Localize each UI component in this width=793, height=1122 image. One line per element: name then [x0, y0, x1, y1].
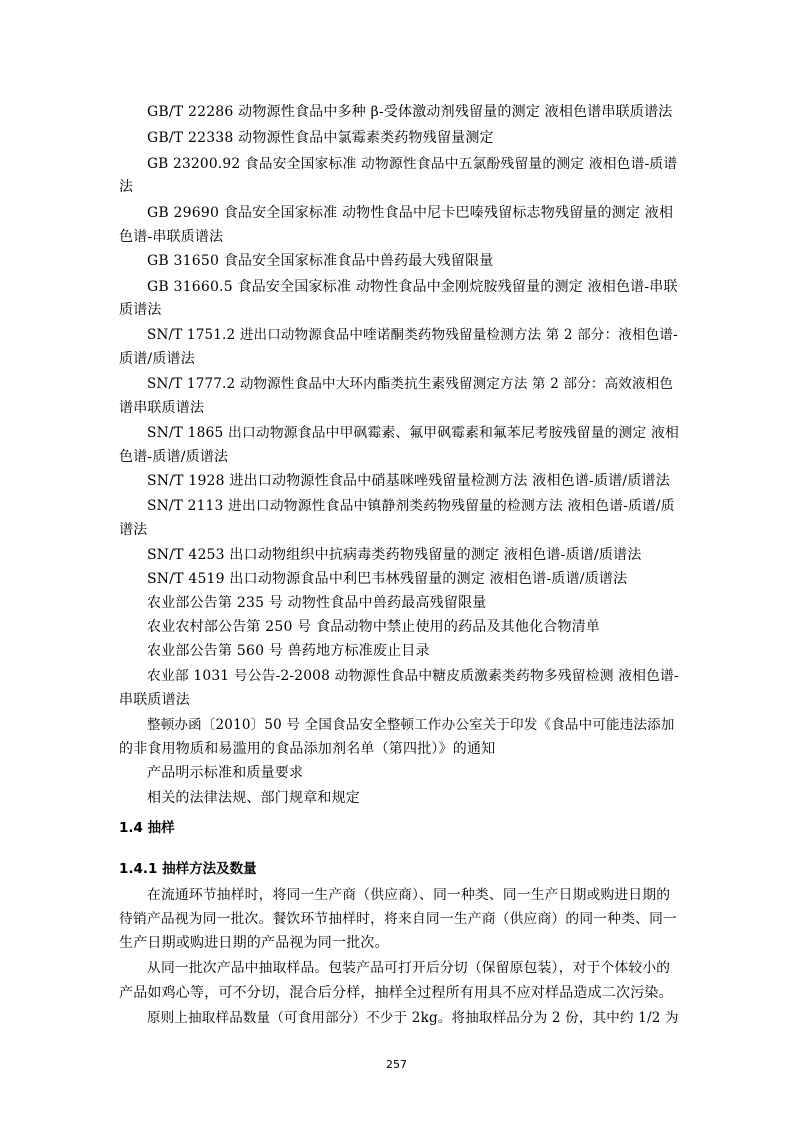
standard-line: 的非食用物质和易滥用的食品添加剂名单（第四批）》的通知	[119, 741, 496, 757]
paragraph-line: 从同一批次产品中抽取样品。包装产品可打开后分切（保留原包装），对于个体较小的	[147, 960, 671, 976]
standard-line: SN/T 2113 进出口动物源性食品中镇静剂类药物残留量的检测方法 液相色谱-质谱/质	[147, 498, 675, 514]
standard-line: GB 31660.5 食品安全国家标准 动物性食品中金刚烷胺残留量的测定 液相色谱-串联	[147, 279, 678, 295]
standard-line: SN/T 1751.2 进出口动物源食品中喹诺酮类药物残留量检测方法 第 2 部分：液相色谱-	[147, 327, 678, 343]
standard-line: 产品明示标准和质量要求	[147, 765, 304, 781]
standard-line: SN/T 1865 出口动物源食品中甲砜霉素、氟甲砜霉素和氟苯尼考胺残留量的测定 液相	[147, 425, 679, 441]
standard-line: GB 23200.92 食品安全国家标准 动物源性食品中五氯酚残留量的测定 液相色谱-质谱	[147, 156, 678, 172]
subsection-heading: 1.4.1 抽样方法及数量	[119, 861, 257, 877]
section-heading: 1.4 抽样	[119, 820, 175, 836]
standard-line: GB 29690 食品安全国家标准 动物性食品中尼卡巴嗪残留标志物残留量的测定 液相	[147, 205, 674, 221]
paragraph-line: 产品如鸡心等，可不分切，混合后分样，抽样全过程所有用具不应对样品造成二次污染。	[119, 985, 673, 1001]
standard-line: SN/T 1777.2 动物源性食品中大环内酯类抗生素残留测定方法 第 2 部分：高效液相色	[147, 376, 674, 392]
page-number: 257	[386, 1058, 407, 1071]
standard-line: GB 31650 食品安全国家标准食品中兽药最大残留限量	[147, 253, 494, 269]
standard-line: SN/T 4519 出口动物源食品中利巴韦林残留量的测定 液相色谱-质谱/质谱法	[147, 571, 628, 587]
paragraph-line: 待销产品视为同一批次。餐饮环节抽样时，将来自同一生产商（供应商）的同一种类、同一	[119, 911, 678, 927]
standard-line: 农业部 1031 号公告-2-2008 动物源性食品中糖皮质激素类药物多残留检测 液相色谱-	[147, 668, 679, 684]
paragraph-line: 在流通环节抽样时，将同一生产商（供应商）、同一种类、同一生产日期或购进日期的	[147, 887, 671, 903]
standard-line: 农业部公告第 235 号 动物性食品中兽药最高残留限量	[147, 595, 487, 611]
standard-line: 农业农村部公告第 250 号 食品动物中禁止使用的药品及其他化合物清单	[147, 619, 601, 635]
standard-line: 谱法	[119, 522, 148, 538]
standard-line: SN/T 4253 出口动物组织中抗病毒类药物残留量的测定 液相色谱-质谱/质谱法	[147, 547, 642, 563]
standard-line: 相关的法律法规、部门规章和规定	[147, 790, 360, 806]
standard-line: SN/T 1928 进出口动物源性食品中硝基咪唑残留量检测方法 液相色谱-质谱/质谱法	[147, 473, 670, 489]
paragraph-line: 原则上抽取样品数量（可食用部分）不少于 2kg。将抽取样品分为 2 份，其中约 1/2 为	[147, 1010, 679, 1026]
standard-line: 整顿办函〔2010〕50 号 全国食品安全整顿工作办公室关于印发《食品中可能违法添加	[147, 717, 675, 733]
standard-line: 色谱-串联质谱法	[119, 229, 224, 245]
standard-line: 质谱法	[119, 302, 162, 318]
standard-line: 农业部公告第 560 号 兽药地方标准废止目录	[147, 643, 430, 659]
standard-line: 色谱-质谱/质谱法	[119, 449, 229, 465]
standard-line: 谱串联质谱法	[119, 400, 205, 416]
standard-line: 法	[119, 179, 134, 195]
paragraph-line: 生产日期或购进日期的产品视为同一批次。	[119, 935, 389, 951]
standard-line: GB/T 22286 动物源性食品中多种 β-受体激动剂残留量的测定 液相色谱串联质谱法	[147, 104, 673, 120]
standard-line: GB/T 22338 动物源性食品中氯霉素类药物残留量测定	[147, 130, 494, 146]
standard-line: 串联质谱法	[119, 692, 190, 708]
standard-line: 质谱/质谱法	[119, 351, 195, 367]
